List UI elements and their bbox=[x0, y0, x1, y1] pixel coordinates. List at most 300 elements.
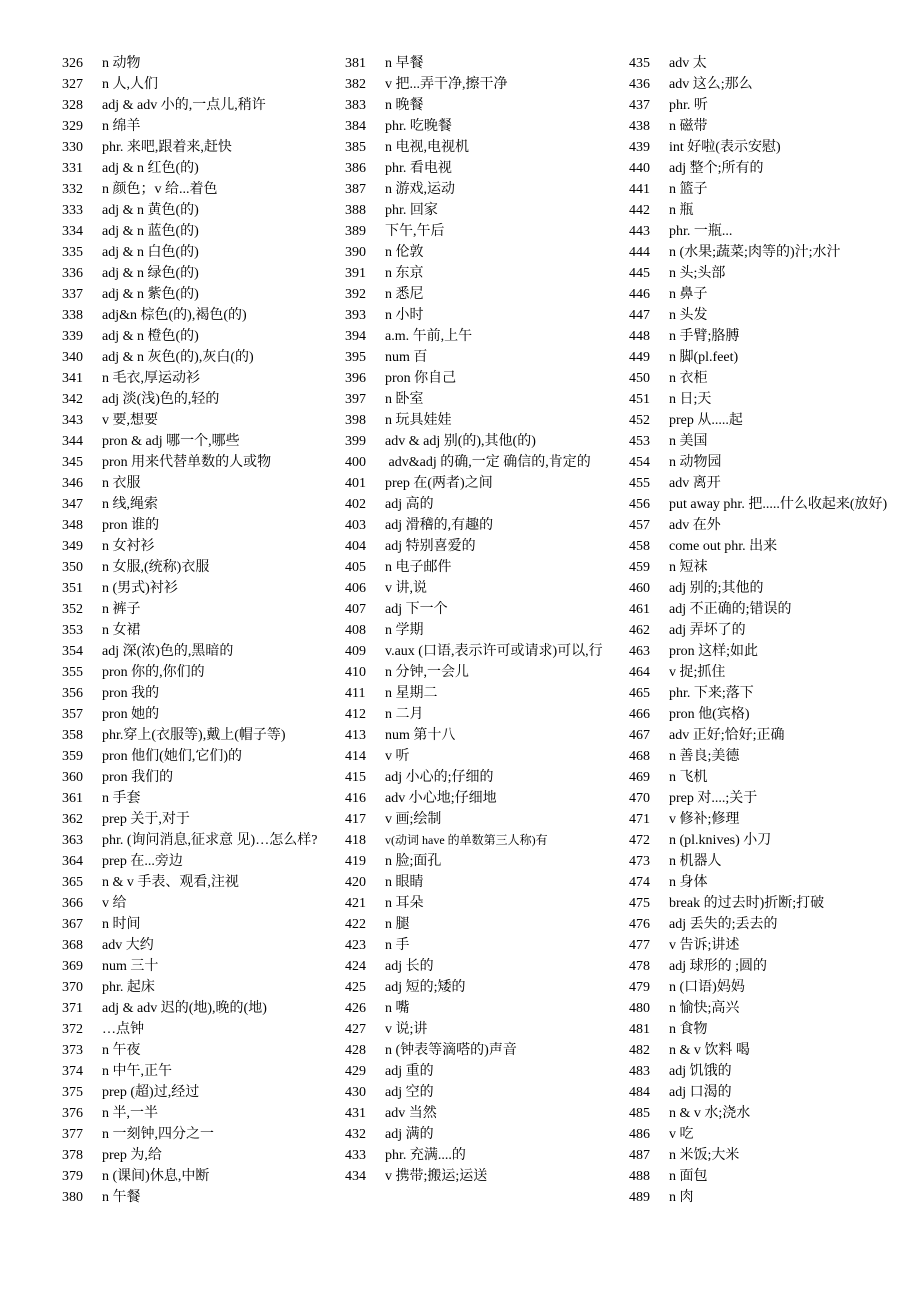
entry-number: 326 bbox=[62, 56, 83, 71]
entry-definition: adj 别的;其他的 bbox=[669, 581, 764, 596]
entry-number: 342 bbox=[62, 392, 83, 407]
entry-definition: n 电视,电视机 bbox=[385, 140, 469, 155]
vocab-entry bbox=[629, 1040, 891, 1061]
entry-definition: n 脚(pl.feet) bbox=[669, 350, 739, 365]
entry-definition: v 给 bbox=[102, 896, 127, 911]
entry-number: 476 bbox=[629, 917, 650, 932]
vocab-entry bbox=[62, 95, 330, 116]
entry-number: 466 bbox=[629, 707, 650, 722]
entry-definition: prep 从.....起 bbox=[669, 413, 743, 428]
vocab-entry bbox=[62, 305, 330, 326]
entry-definition: n 绵羊 bbox=[102, 119, 141, 134]
vocab-entry bbox=[345, 830, 610, 851]
entry-definition: adj & n 灰色(的),灰白(的) bbox=[102, 350, 254, 365]
vocab-entry bbox=[629, 704, 891, 725]
entry-definition: come out phr. 出来 bbox=[669, 539, 778, 554]
entry-definition: prep (超)过,经过 bbox=[102, 1085, 200, 1100]
vocab-entry bbox=[62, 641, 330, 662]
vocab-entry bbox=[345, 851, 610, 872]
entry-number: 451 bbox=[629, 392, 650, 407]
entry-definition: num 百 bbox=[385, 350, 428, 365]
entry-number: 355 bbox=[62, 665, 83, 680]
entry-number: 461 bbox=[629, 602, 650, 617]
entry-definition: n 嘴 bbox=[385, 1001, 410, 1016]
entry-definition: n 人,人们 bbox=[102, 77, 158, 92]
entry-number: 462 bbox=[629, 623, 650, 638]
entry-definition: n 善良;美德 bbox=[669, 749, 740, 764]
vocab-entry bbox=[345, 998, 610, 1019]
entry-number: 328 bbox=[62, 98, 83, 113]
entry-definition: prep 为,给 bbox=[102, 1148, 162, 1163]
entry-definition: adj & n 紫色(的) bbox=[102, 287, 199, 302]
vocab-entry bbox=[345, 557, 610, 578]
entry-definition: n (课间)休息,中断 bbox=[102, 1169, 210, 1184]
entry-definition: n 玩具娃娃 bbox=[385, 413, 452, 428]
entry-definition: …点钟 bbox=[102, 1022, 144, 1037]
entry-definition: n (钟表等滴嗒的)声音 bbox=[385, 1043, 517, 1058]
entry-definition: num 三十 bbox=[102, 959, 159, 974]
entry-definition: break 的过去时)折断;打破 bbox=[669, 896, 825, 911]
entry-number: 379 bbox=[62, 1169, 83, 1184]
entry-number: 345 bbox=[62, 455, 83, 470]
vocab-entry bbox=[345, 683, 610, 704]
vocab-entry bbox=[62, 662, 330, 683]
vocab-entry bbox=[62, 158, 330, 179]
vocab-entry bbox=[345, 536, 610, 557]
entry-number: 370 bbox=[62, 980, 83, 995]
vocab-entry bbox=[345, 200, 610, 221]
entry-number: 338 bbox=[62, 308, 83, 323]
entry-definition: adj 淡(浅)色的,轻的 bbox=[102, 392, 220, 407]
entry-number: 443 bbox=[629, 224, 650, 239]
entry-number: 474 bbox=[629, 875, 650, 890]
entry-definition: phr. (询问消息,征求意 见)…怎么样? bbox=[102, 833, 318, 848]
entry-number: 463 bbox=[629, 644, 650, 659]
entry-definition: adj & n 蓝色(的) bbox=[102, 224, 199, 239]
vocab-entry bbox=[62, 683, 330, 704]
vocab-entry bbox=[629, 578, 891, 599]
vocab-entry bbox=[62, 1124, 330, 1145]
entry-number: 402 bbox=[345, 497, 366, 512]
entry-definition: adj 深(浓)色的,黑暗的 bbox=[102, 644, 234, 659]
vocab-entry bbox=[345, 641, 610, 662]
entry-number: 421 bbox=[345, 896, 366, 911]
vocab-entry bbox=[629, 1124, 891, 1145]
entry-definition: adj 重的 bbox=[385, 1064, 434, 1079]
entry-definition: adj & adv 迟的(地),晚的(地) bbox=[102, 1001, 267, 1016]
entry-definition: phr. 一瓶... bbox=[669, 224, 733, 239]
entry-number: 417 bbox=[345, 812, 366, 827]
entry-definition: adv 当然 bbox=[385, 1106, 437, 1121]
entry-number: 397 bbox=[345, 392, 366, 407]
entry-number: 350 bbox=[62, 560, 83, 575]
entry-definition: n 颜色；v 给...着色 bbox=[102, 182, 218, 197]
entry-definition: prep 关于,对于 bbox=[102, 812, 190, 827]
entry-definition: phr. 看电视 bbox=[385, 161, 452, 176]
vocab-entry bbox=[62, 788, 330, 809]
entry-number: 407 bbox=[345, 602, 366, 617]
entry-number: 470 bbox=[629, 791, 650, 806]
vocab-entry bbox=[629, 893, 891, 914]
entry-definition: n 卧室 bbox=[385, 392, 424, 407]
vocab-entry bbox=[62, 116, 330, 137]
vocab-entry bbox=[62, 956, 330, 977]
entry-number: 467 bbox=[629, 728, 650, 743]
entry-number: 389 bbox=[345, 224, 366, 239]
entry-number: 376 bbox=[62, 1106, 83, 1121]
vocab-entry bbox=[629, 641, 891, 662]
entry-number: 422 bbox=[345, 917, 366, 932]
entry-number: 335 bbox=[62, 245, 83, 260]
entry-definition: put away phr. 把.....什么收起来(放好) bbox=[669, 497, 888, 512]
vocab-entry bbox=[629, 830, 891, 851]
entry-definition: n 衣柜 bbox=[669, 371, 708, 386]
entry-number: 418 bbox=[345, 833, 366, 848]
entry-definition: n 脸;面孔 bbox=[385, 854, 442, 869]
vocab-entry bbox=[62, 221, 330, 242]
entry-number: 369 bbox=[62, 959, 83, 974]
entry-definition: v 修补;修理 bbox=[669, 812, 740, 827]
entry-number: 481 bbox=[629, 1022, 650, 1037]
entry-definition: adj 不正确的;错误的 bbox=[669, 602, 792, 617]
vocab-entry bbox=[629, 515, 891, 536]
entry-definition: adj 丢失的;丢去的 bbox=[669, 917, 778, 932]
entry-number: 385 bbox=[345, 140, 366, 155]
entry-definition: phr. 来吧,跟着来,赶快 bbox=[102, 140, 232, 155]
vocab-entry bbox=[629, 1082, 891, 1103]
vocab-entry bbox=[62, 431, 330, 452]
entry-definition: n 晚餐 bbox=[385, 98, 424, 113]
vocab-column-2 bbox=[345, 53, 610, 1187]
vocab-entry bbox=[629, 452, 891, 473]
entry-number: 485 bbox=[629, 1106, 650, 1121]
entry-number: 356 bbox=[62, 686, 83, 701]
vocab-entry bbox=[345, 956, 610, 977]
entry-definition: adv 大约 bbox=[102, 938, 154, 953]
entry-definition: adv 太 bbox=[669, 56, 707, 71]
entry-definition: v 听 bbox=[385, 749, 410, 764]
vocab-entry bbox=[629, 809, 891, 830]
entry-definition: n 头发 bbox=[669, 308, 708, 323]
vocab-entry bbox=[345, 935, 610, 956]
vocab-entry bbox=[62, 410, 330, 431]
vocab-entry bbox=[629, 767, 891, 788]
entry-number: 390 bbox=[345, 245, 366, 260]
entry-definition: adj & n 红色(的) bbox=[102, 161, 199, 176]
entry-number: 438 bbox=[629, 119, 650, 134]
entry-number: 383 bbox=[345, 98, 366, 113]
entry-number: 434 bbox=[345, 1169, 366, 1184]
entry-number: 349 bbox=[62, 539, 83, 554]
entry-number: 459 bbox=[629, 560, 650, 575]
entry-definition: adv 这么;那么 bbox=[669, 77, 753, 92]
vocab-entry bbox=[629, 347, 891, 368]
entry-definition: phr. 回家 bbox=[385, 203, 438, 218]
entry-definition: adv 在外 bbox=[669, 518, 721, 533]
entry-definition: n 伦敦 bbox=[385, 245, 424, 260]
vocab-entry bbox=[345, 1145, 610, 1166]
entry-number: 334 bbox=[62, 224, 83, 239]
entry-definition: adj 球形的 ;圆的 bbox=[669, 959, 767, 974]
vocab-entry bbox=[629, 977, 891, 998]
entry-number: 332 bbox=[62, 182, 83, 197]
entry-number: 391 bbox=[345, 266, 366, 281]
vocab-entry bbox=[345, 452, 610, 473]
vocab-entry bbox=[62, 368, 330, 389]
vocab-entry bbox=[629, 137, 891, 158]
entry-number: 398 bbox=[345, 413, 366, 428]
entry-definition: n 鼻子 bbox=[669, 287, 708, 302]
vocab-entry bbox=[629, 956, 891, 977]
vocab-entry bbox=[62, 347, 330, 368]
entry-definition: n 半,一半 bbox=[102, 1106, 158, 1121]
entry-definition: n 衣服 bbox=[102, 476, 141, 491]
entry-number: 414 bbox=[345, 749, 366, 764]
entry-definition: n & v 水;浇水 bbox=[669, 1106, 751, 1121]
entry-definition: n 分钟,一会儿 bbox=[385, 665, 469, 680]
entry-number: 339 bbox=[62, 329, 83, 344]
entry-number: 361 bbox=[62, 791, 83, 806]
vocab-entry bbox=[62, 893, 330, 914]
entry-definition: pron 你自己 bbox=[385, 371, 457, 386]
entry-number: 368 bbox=[62, 938, 83, 953]
entry-definition: n 手 bbox=[385, 938, 410, 953]
vocab-entry bbox=[629, 914, 891, 935]
vocab-entry bbox=[345, 1103, 610, 1124]
entry-number: 439 bbox=[629, 140, 650, 155]
vocab-entry bbox=[62, 137, 330, 158]
entry-definition: n 腿 bbox=[385, 917, 410, 932]
vocab-entry bbox=[62, 242, 330, 263]
entry-number: 327 bbox=[62, 77, 83, 92]
vocab-entry bbox=[629, 536, 891, 557]
entry-definition: n 机器人 bbox=[669, 854, 722, 869]
vocab-entry bbox=[629, 1145, 891, 1166]
entry-definition: v 画;绘制 bbox=[385, 812, 442, 827]
entry-definition: v 携带;搬运;运送 bbox=[385, 1169, 488, 1184]
entry-definition: n 飞机 bbox=[669, 770, 708, 785]
entry-definition: prep 在(两者)之间 bbox=[385, 476, 493, 491]
vocab-entry bbox=[629, 494, 891, 515]
vocab-entry bbox=[62, 200, 330, 221]
vocab-entry bbox=[629, 788, 891, 809]
entry-number: 448 bbox=[629, 329, 650, 344]
entry-number: 484 bbox=[629, 1085, 650, 1100]
entry-number: 436 bbox=[629, 77, 650, 92]
entry-definition: pron 她的 bbox=[102, 707, 160, 722]
entry-definition: n 裤子 bbox=[102, 602, 141, 617]
vocab-entry bbox=[629, 1166, 891, 1187]
vocab-entry bbox=[345, 809, 610, 830]
entry-definition: n 女衬衫 bbox=[102, 539, 155, 554]
vocab-entry bbox=[62, 1082, 330, 1103]
entry-definition: n 磁带 bbox=[669, 119, 708, 134]
entry-number: 395 bbox=[345, 350, 366, 365]
entry-definition: adj 长的 bbox=[385, 959, 434, 974]
entry-number: 388 bbox=[345, 203, 366, 218]
vocab-entry bbox=[345, 74, 610, 95]
vocab-entry bbox=[345, 725, 610, 746]
entry-definition: adv 小心地;仔细地 bbox=[385, 791, 497, 806]
entry-number: 340 bbox=[62, 350, 83, 365]
entry-definition: adj 满的 bbox=[385, 1127, 434, 1142]
entry-definition: adv&adj 的确,一定 确信的,肯定的 bbox=[385, 455, 591, 470]
vocab-entry bbox=[629, 95, 891, 116]
entry-definition: adj 下一个 bbox=[385, 602, 448, 617]
entry-number: 471 bbox=[629, 812, 650, 827]
vocab-entry bbox=[345, 326, 610, 347]
entry-definition: v 捉;抓住 bbox=[669, 665, 726, 680]
entry-number: 363 bbox=[62, 833, 83, 848]
entry-definition: adj 整个;所有的 bbox=[669, 161, 764, 176]
entry-number: 384 bbox=[345, 119, 366, 134]
vocab-entry bbox=[345, 914, 610, 935]
entry-definition: v 吃 bbox=[669, 1127, 694, 1142]
entry-number: 378 bbox=[62, 1148, 83, 1163]
vocab-entry bbox=[629, 179, 891, 200]
vocab-entry bbox=[62, 1061, 330, 1082]
vocab-entry bbox=[629, 305, 891, 326]
entry-number: 435 bbox=[629, 56, 650, 71]
vocab-entry bbox=[62, 872, 330, 893]
vocab-entry bbox=[62, 1166, 330, 1187]
vocab-entry bbox=[629, 473, 891, 494]
entry-definition: n 动物园 bbox=[669, 455, 722, 470]
vocab-entry bbox=[629, 74, 891, 95]
vocab-entry bbox=[62, 746, 330, 767]
vocab-column-3 bbox=[629, 53, 891, 1208]
entry-definition: n 肉 bbox=[669, 1190, 694, 1205]
entry-number: 375 bbox=[62, 1085, 83, 1100]
entry-number: 488 bbox=[629, 1169, 650, 1184]
entry-number: 453 bbox=[629, 434, 650, 449]
entry-number: 341 bbox=[62, 371, 83, 386]
vocab-entry bbox=[629, 725, 891, 746]
entry-definition: phr. 听 bbox=[669, 98, 708, 113]
entry-number: 377 bbox=[62, 1127, 83, 1142]
vocab-entry bbox=[62, 536, 330, 557]
entry-definition: adj & n 白色(的) bbox=[102, 245, 199, 260]
entry-definition: pron 用来代替单数的人或物 bbox=[102, 455, 272, 470]
vocab-entry bbox=[345, 893, 610, 914]
entry-definition: prep 在...旁边 bbox=[102, 854, 183, 869]
entry-definition: n 东京 bbox=[385, 266, 424, 281]
entry-number: 454 bbox=[629, 455, 650, 470]
entry-number: 411 bbox=[345, 686, 366, 701]
entry-number: 374 bbox=[62, 1064, 83, 1079]
vocab-entry bbox=[345, 431, 610, 452]
entry-definition: n & v 饮料 喝 bbox=[669, 1043, 750, 1058]
entry-number: 357 bbox=[62, 707, 83, 722]
vocab-entry bbox=[345, 662, 610, 683]
entry-definition: n 午夜 bbox=[102, 1043, 141, 1058]
vocab-entry bbox=[629, 116, 891, 137]
vocab-entry bbox=[629, 557, 891, 578]
entry-number: 432 bbox=[345, 1127, 366, 1142]
entry-definition: adj & n 橙色(的) bbox=[102, 329, 199, 344]
entry-definition: adj 口渴的 bbox=[669, 1085, 732, 1100]
entry-number: 449 bbox=[629, 350, 650, 365]
entry-definition: n 愉快;高兴 bbox=[669, 1001, 740, 1016]
entry-number: 403 bbox=[345, 518, 366, 533]
entry-number: 423 bbox=[345, 938, 366, 953]
vocab-entry bbox=[629, 431, 891, 452]
entry-definition: v(动词 have 的单数第三人称)有 bbox=[385, 833, 548, 847]
vocab-entry bbox=[629, 221, 891, 242]
entry-definition: v.aux (口语,表示许可或请求)可以,行 bbox=[385, 644, 603, 659]
entry-definition: adj 弄坏了的 bbox=[669, 623, 746, 638]
entry-number: 382 bbox=[345, 77, 366, 92]
entry-definition: 下午,午后 bbox=[385, 224, 445, 239]
entry-number: 465 bbox=[629, 686, 650, 701]
entry-number: 401 bbox=[345, 476, 366, 491]
entry-definition: pron 他们(她们,它们)的 bbox=[102, 749, 242, 764]
entry-number: 344 bbox=[62, 434, 83, 449]
entry-number: 412 bbox=[345, 707, 366, 722]
vocab-entry bbox=[345, 368, 610, 389]
vocab-entry bbox=[345, 494, 610, 515]
entry-number: 352 bbox=[62, 602, 83, 617]
entry-number: 483 bbox=[629, 1064, 650, 1079]
entry-definition: adj & n 黄色(的) bbox=[102, 203, 199, 218]
entry-number: 346 bbox=[62, 476, 83, 491]
entry-number: 464 bbox=[629, 665, 650, 680]
vocab-entry bbox=[62, 1103, 330, 1124]
vocab-entry bbox=[345, 410, 610, 431]
entry-number: 330 bbox=[62, 140, 83, 155]
entry-number: 480 bbox=[629, 1001, 650, 1016]
entry-definition: v 把...弄干净,擦干净 bbox=[385, 77, 508, 92]
entry-number: 446 bbox=[629, 287, 650, 302]
entry-definition: adv & adj 别(的),其他(的) bbox=[385, 434, 536, 449]
entry-definition: n 眼睛 bbox=[385, 875, 424, 890]
vocab-entry bbox=[345, 746, 610, 767]
vocab-entry bbox=[345, 1124, 610, 1145]
vocab-entry bbox=[345, 515, 610, 536]
entry-definition: n 线,绳索 bbox=[102, 497, 158, 512]
entry-definition: n 米饭;大米 bbox=[669, 1148, 740, 1163]
vocab-entry bbox=[345, 872, 610, 893]
entry-definition: n (口语)妈妈 bbox=[669, 980, 745, 995]
entry-number: 425 bbox=[345, 980, 366, 995]
entry-number: 404 bbox=[345, 539, 366, 554]
entry-number: 482 bbox=[629, 1043, 650, 1058]
entry-definition: n 一刻钟,四分之一 bbox=[102, 1127, 214, 1142]
entry-definition: a.m. 午前,上午 bbox=[385, 329, 473, 344]
vocab-entry bbox=[62, 53, 330, 74]
entry-definition: adj 高的 bbox=[385, 497, 434, 512]
vocab-entry bbox=[629, 1061, 891, 1082]
vocab-entry bbox=[629, 872, 891, 893]
entry-number: 431 bbox=[345, 1106, 366, 1121]
entry-definition: n 头;头部 bbox=[669, 266, 726, 281]
entry-number: 380 bbox=[62, 1190, 83, 1205]
entry-definition: adj 空的 bbox=[385, 1085, 434, 1100]
vocab-entry bbox=[629, 935, 891, 956]
vocab-entry bbox=[62, 1145, 330, 1166]
entry-number: 457 bbox=[629, 518, 650, 533]
entry-definition: n 小时 bbox=[385, 308, 424, 323]
entry-definition: pron 他(宾格) bbox=[669, 707, 750, 722]
vocab-entry bbox=[62, 452, 330, 473]
entry-number: 387 bbox=[345, 182, 366, 197]
entry-definition: n 电子邮件 bbox=[385, 560, 452, 575]
entry-definition: v 讲,说 bbox=[385, 581, 427, 596]
entry-number: 406 bbox=[345, 581, 366, 596]
entry-definition: adj 特别喜爱的 bbox=[385, 539, 476, 554]
entry-definition: n 二月 bbox=[385, 707, 424, 722]
entry-number: 336 bbox=[62, 266, 83, 281]
